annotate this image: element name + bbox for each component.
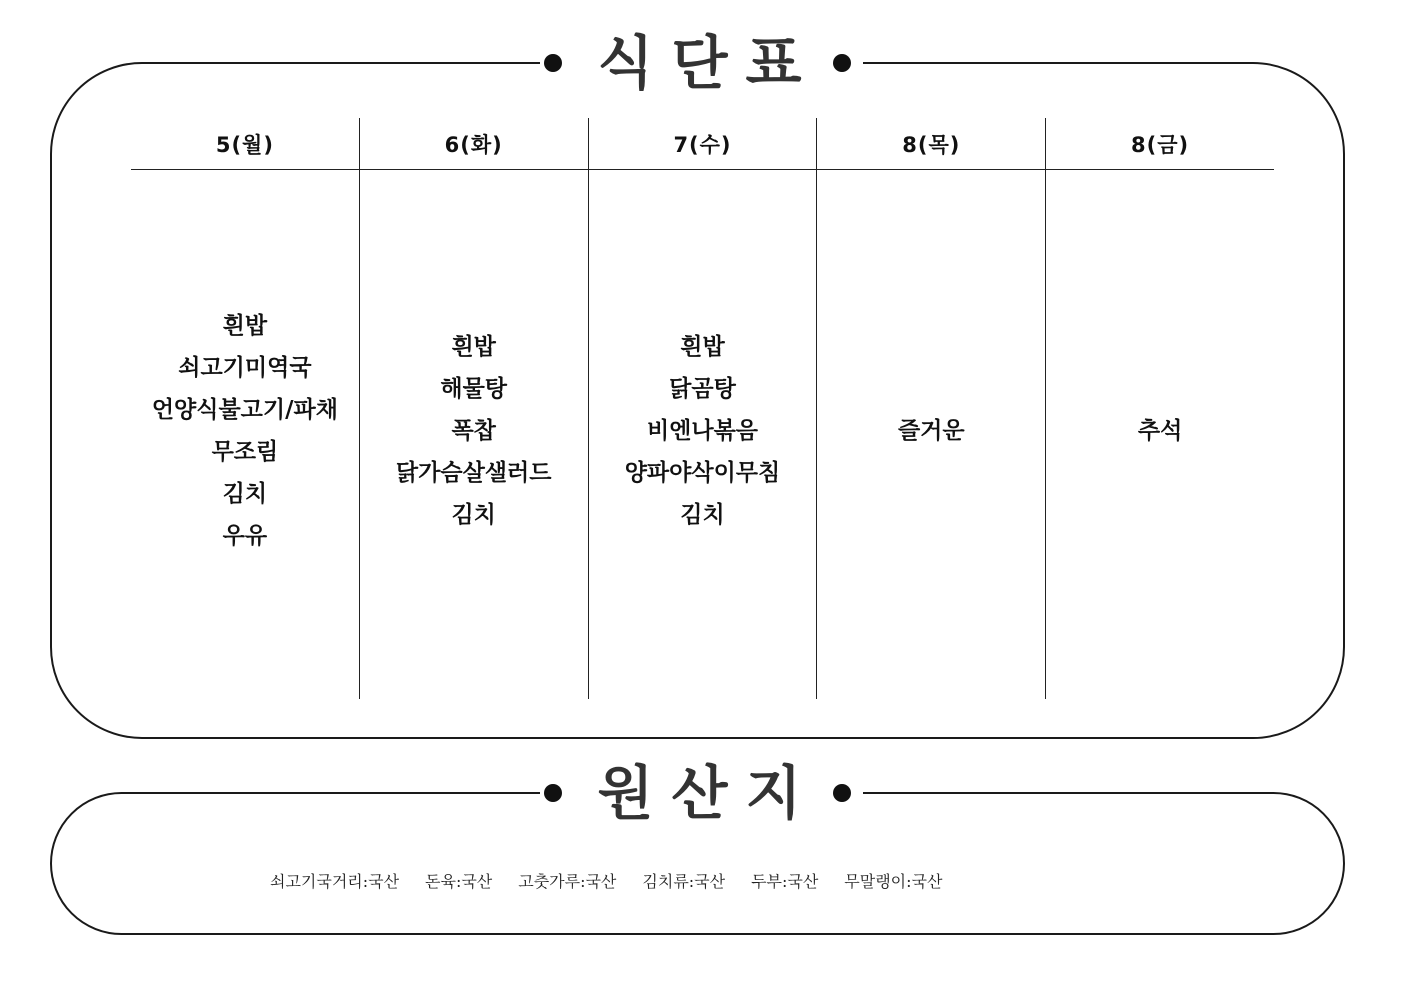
dish-item: 닭곰탕 bbox=[669, 375, 736, 402]
dish-item: 폭찹 bbox=[451, 417, 496, 444]
dish-item: 무조림 bbox=[211, 438, 279, 465]
origin-item: 두부:국산 bbox=[751, 871, 819, 891]
origin-list bbox=[270, 866, 968, 894]
dish-item: 흰밥 bbox=[451, 333, 496, 360]
origin-title-bar bbox=[540, 758, 863, 828]
title-dot-right-icon bbox=[833, 784, 851, 802]
day-column-tue bbox=[359, 118, 588, 699]
day-dishes bbox=[589, 170, 817, 699]
dish-item: 김치 bbox=[222, 480, 268, 507]
day-column-mon bbox=[131, 118, 359, 699]
dish-item: 언양식불고기/파채 bbox=[151, 396, 338, 423]
day-column-wed bbox=[588, 118, 817, 699]
day-header: 5(월) bbox=[131, 118, 359, 170]
dish-item: 추석 bbox=[1137, 417, 1183, 444]
menu-title: 식단표 bbox=[597, 29, 820, 97]
origin-item: 김치류:국산 bbox=[642, 871, 726, 891]
origin-item: 쇠고기국거리:국산 bbox=[270, 871, 400, 891]
dish-item: 흰밥 bbox=[680, 333, 725, 360]
origin-item: 고춧가루:국산 bbox=[518, 871, 617, 891]
origin-title: 원산지 bbox=[597, 759, 820, 827]
dish-item: 양파야삭이무침 bbox=[624, 459, 781, 486]
dish-item: 김치 bbox=[680, 501, 725, 528]
title-dot-right-icon bbox=[833, 54, 851, 72]
day-column-thu bbox=[816, 118, 1045, 699]
dish-item: 즐거운 bbox=[897, 417, 965, 444]
day-column-fri bbox=[1045, 118, 1274, 699]
dish-item: 김치 bbox=[451, 501, 496, 528]
menu-table bbox=[131, 118, 1274, 699]
dish-item: 쇠고기미역국 bbox=[178, 354, 312, 381]
origin-item: 돈육:국산 bbox=[425, 871, 493, 891]
menu-title-bar bbox=[540, 28, 863, 98]
title-dot-left-icon bbox=[544, 54, 562, 72]
day-dishes bbox=[131, 170, 359, 699]
day-header: 8(목) bbox=[817, 118, 1045, 170]
day-dishes bbox=[1046, 170, 1274, 699]
origin-item: 무말랭이:국산 bbox=[844, 871, 943, 891]
title-dot-left-icon bbox=[544, 784, 562, 802]
dish-item: 우유 bbox=[222, 522, 268, 549]
dish-item: 비엔나볶음 bbox=[646, 417, 759, 444]
dish-item: 닭가슴살샐러드 bbox=[395, 459, 552, 486]
dish-item: 흰밥 bbox=[222, 312, 268, 339]
day-dishes bbox=[360, 170, 588, 699]
day-header: 8(금) bbox=[1046, 118, 1274, 170]
day-dishes bbox=[817, 170, 1045, 699]
day-header: 7(수) bbox=[589, 118, 817, 170]
dish-item: 해물탕 bbox=[440, 375, 508, 402]
day-header: 6(화) bbox=[360, 118, 588, 170]
